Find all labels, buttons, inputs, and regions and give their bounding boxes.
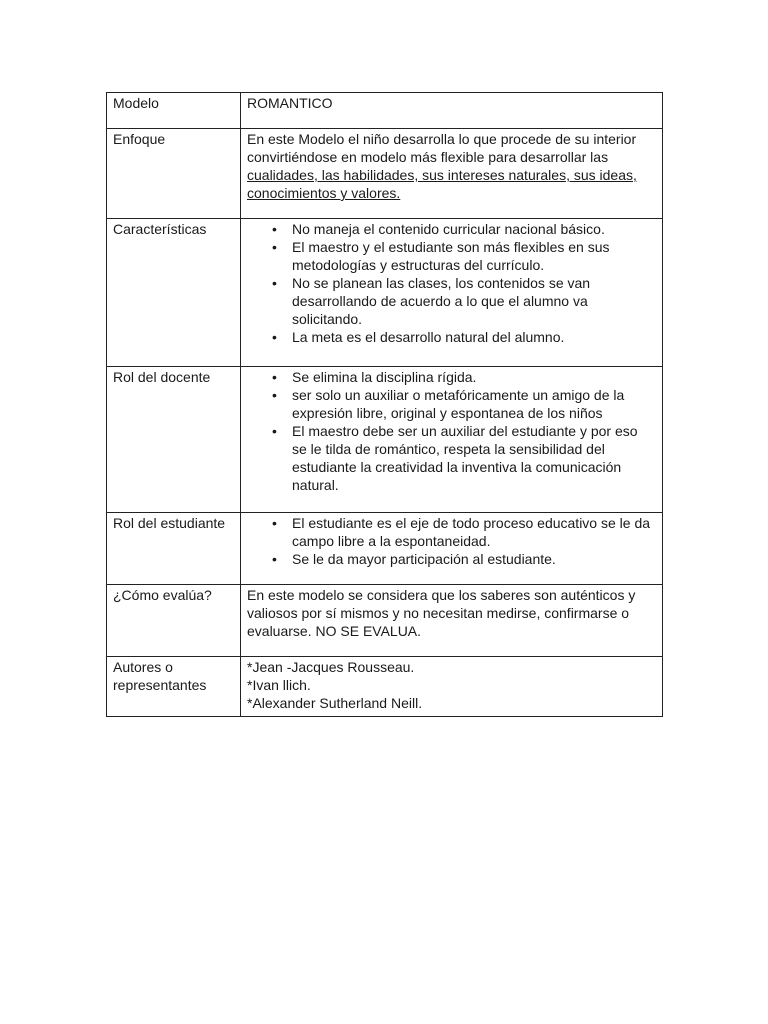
row-label-modelo: Modelo	[107, 93, 241, 129]
list-item: • Se le da mayor participación al estudiante.	[292, 550, 656, 568]
row-label-rol-estudiante: Rol del estudiante	[107, 513, 241, 585]
table-row	[107, 93, 663, 129]
table-row	[107, 513, 663, 585]
row-label-como-evalua: ¿Cómo evalúa?	[107, 585, 241, 657]
model-name: ROMANTICO	[241, 93, 663, 129]
list-item: • La meta es el desarrollo natural del alumno.	[292, 328, 656, 346]
rol-docente-cell	[241, 367, 663, 513]
list-item: • El estudiante es el eje de todo proceso educativo se le da campo libre a la espontaneidad.	[292, 514, 656, 550]
rol-docente-list	[247, 368, 656, 494]
enfoque-underlined-text: cualidades, las habilidades, sus intereses naturales, sus ideas, conocimientos y valores.	[247, 167, 637, 201]
row-label-enfoque: Enfoque	[107, 129, 241, 219]
row-label-autores: Autores o representantes	[107, 657, 241, 717]
table-row	[107, 129, 663, 219]
evalua-text: En este modelo se considera que los saberes son auténticos y valiosos por sí mismos y no necesitan medirse, confirmarse o evaluarse. NO SE EVALUA.	[241, 585, 663, 657]
list-item: • No se planean las clases, los contenidos se van desarrollando de acuerdo a lo que el alumno va solicitando.	[292, 274, 656, 328]
table-row	[107, 367, 663, 513]
row-label-caracteristicas: Características	[107, 219, 241, 367]
caracteristicas-list	[247, 220, 656, 346]
table-row	[107, 585, 663, 657]
list-item: • El maestro debe ser un auxiliar del estudiante y por eso se le tilda de romántico, respeta la sensibilidad del estudiante la creatividad la inventiva la comunicación natural.	[292, 422, 656, 494]
autores-cell	[241, 657, 663, 717]
rol-estudiante-cell	[241, 513, 663, 585]
enfoque-text	[241, 129, 663, 219]
list-item: • El maestro y el estudiante son más flexibles en sus metodologías y estructuras del currículo.	[292, 238, 656, 274]
caracteristicas-cell	[241, 219, 663, 367]
list-item: • No maneja el contenido curricular nacional básico.	[292, 220, 656, 238]
author-line: *Alexander Sutherland Neill.	[247, 695, 423, 711]
table-row	[107, 657, 663, 717]
list-item: • ser solo un auxiliar o metafóricamente un amigo de la expresión libre, original y espontanea de los niños	[292, 386, 656, 422]
rol-estudiante-list	[247, 514, 656, 568]
author-line: *Jean -Jacques Rousseau.	[247, 659, 415, 675]
author-line: *Ivan llich.	[247, 677, 311, 693]
enfoque-plain-text: En este Modelo el niño desarrolla lo que procede de su interior convirtiéndose en modelo más flexible para desarrollar las	[247, 131, 637, 165]
model-table	[106, 92, 663, 717]
row-label-rol-docente: Rol del docente	[107, 367, 241, 513]
list-item: • Se elimina la disciplina rígida.	[292, 368, 656, 386]
table-row	[107, 219, 663, 367]
